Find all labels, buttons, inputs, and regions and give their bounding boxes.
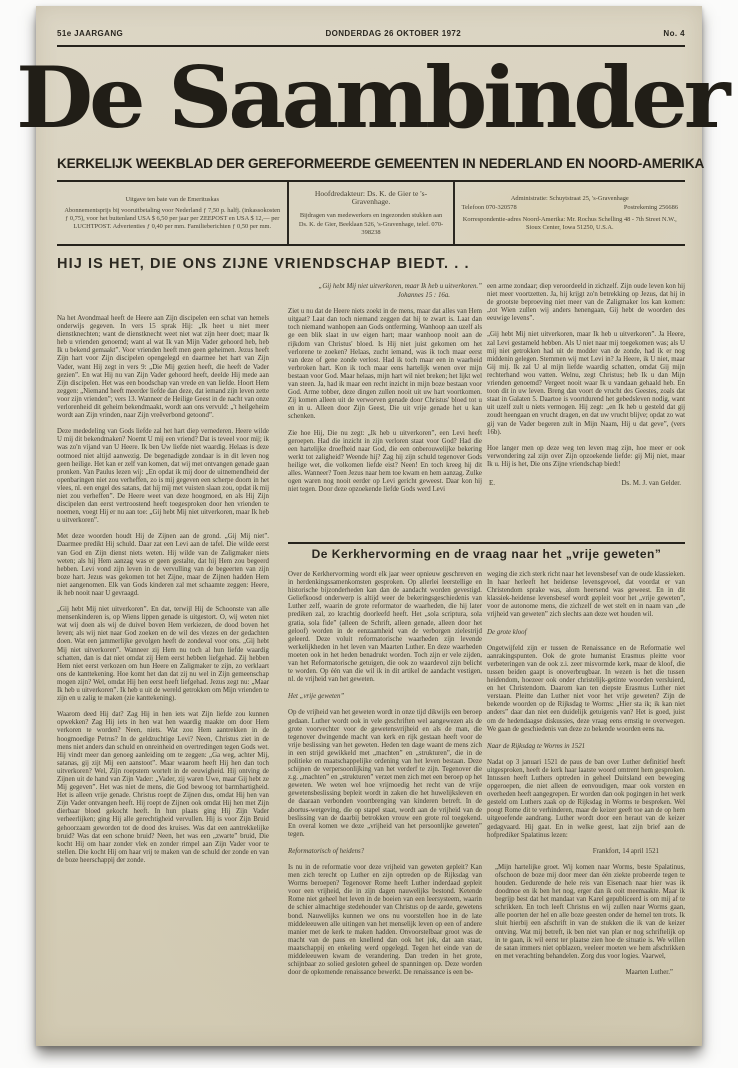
article-paragraph: Frankfort, 14 april 1521	[592, 847, 659, 855]
volume-label: 51e JAARGANG	[57, 29, 124, 38]
article-paragraph: Deze mededeling van Gods liefde zal het hart diep vernederen. Heere wilde U mij dit bekendmaken? Noemt U mij een vriend? Dat is teveel voor mij; ik was zo'n vijand van U Heere. Ik ben Uw liefde niet waardig. Helaas is deze ootmoed niet altijd aanwezig. De begenadigde zondaar is in dit leven nog geen heilige. Het kan er zelf van komen, dat wij met ontvangen genade gaan pronken. Van Paulus lezen wij: „En opdat ik mij door de uitnemendheid der openbaringen niet zou verheffen, zo is mij gegeven een scherpe doorn in het vlees, nl. een engel des satans, dat hij mij met vuisten slaan zou, opdat ik mij niet zou verheffen”. De Heere weet van deze hoogmoed, en als Hij Zijn discipelen dan eerst vertroostend heeft toegesproken door hen vrienden te noemen, voegt Hij er nu aan toe: „Gij hebt Mij niet uitverkoren, maar Ik heb u uitverkoren”.	[57, 428, 269, 525]
colophon-editor	[287, 182, 454, 244]
colophon-america-address: Korrespondentie-adres Noord-Amerika: Mr. Rochus Schelling 48 - 7th Street N.W., Sioux Center, Iowa 51250, U.S.A.	[462, 215, 677, 231]
article1-column-2	[288, 283, 482, 502]
article-paragraph: „Gij hebt Mij niet uitverkoren, maar Ik heb u uitverkoren”. Ja Heere, zal Levi gestameld hebben. Als U niet naar mij toegekomen was; als U mij niet getrokken had uit de modder van de zonde, had ik er nog middenin gelegen. Stemmen wij met Levi in? Ja Heere, ik U niet, maar Gij mij. Ik zal U al mijn liefde waardig schatten, omdat Gij mijn rechterhand wou vatten. Welnu, zegt Christus; heb Ik u dan Mijn vrienden genoemd? Vergeet nooit waar Ik u vandaan gehaald heb. En toon dit in uw leven. Breng dan voort de vrucht des Geestes, zoals dat staat in Galaten 5. Daartoe is voortdurend het gebedsleven nodig, want uit uzelf zult u niets vermogen. Hij zegt: „en Ik heb u gesteld dat gij zoudt heengaan en vrucht dragen, en dat uw vrucht blijve; opdat zo wat gij van de Vader begeren zult in Mijn Naam, Hij u dat geve”, (vers 16b).	[487, 331, 685, 436]
article-paragraph: Maarten Luther.”	[625, 968, 673, 976]
colophon-giro: Postrekening 256686	[623, 204, 679, 212]
article-paragraph: Nadat op 3 januari 1521 de paus de ban over Luther definitief heeft uitgesproken, heeft de kerk haar laatste woord omtrent hem gesproken. Intussen heeft Luthers optreden in geheel Duitsland een beweging opgeroepen, die niet alleen de eenvoudigen, maar ook vorsten en overheden heeft aangegrepen. Er worden dan ook pogingen in het werk gesteld om Luthers zaak op de Rijksdag in Worms te bespreken. Wel poogt Rome dit te verhinderen, maar de keizer geeft toe aan de op hem uitgeoefende aandrang. Luther wordt door een heraut van de keizer gedagvaard. Hij gaat. En in welke geest, laat zijn brief aan de hofprediker Spalatinus lezen:	[487, 758, 685, 839]
scripture-epigraph	[288, 283, 482, 300]
article-subheading: Reformatorisch of heidens?	[288, 847, 365, 855]
newspaper-title: De Saambinder	[16, 48, 727, 147]
article-paragraph: Met deze woorden houdt Hij de Zijnen aan de grond. „Gij Mij niet”. Daarmee predikt Hij schuld. Daar zat een Levi aan de tafel. Die wilde eerst van God en Zijn dienst niets weten. Hij wilde van de Zaligmaker niets weten; als hij Hem aanzag was er geen gestalte, dat hij Hem zou begeerd hebben. Levi vond zijn leven in de vervulling van de begeerten van zijn boze hart. Jezus was gekomen tot het Zijne, maar de Zijnen hadden Hem niet aangenomen. Elk van Gods kinderen zal met schaamte zeggen: Heere, ik heb nooit naar U gevraagd.	[57, 533, 269, 597]
article1-headline: HIJ IS HET, DIE ONS ZIJNE VRIENDSCHAP BIEDT. . .	[57, 256, 470, 272]
article-paragraph: Zie hoe Hij, Die nu zegt: „Ik heb u uitverkoren”, een Levi heeft geroepen. Had die inzicht in zijn verloren staat voor God? Had die een hartelijke droefheid naar God, die een onberouwelijke bekering werkt tot zaligheid? Weende hij? Zag hij zijn schuld tegenover Gods heilige wet, die volkomen liefde eist? Neen! En toch kreeg hij dit alles. Wanneer? Toen Jezus naar hem toe kwam en hem aanzag. Zulke ogen waren nog nooit eerder op Levi gericht geweest. Daar kon hij niet tegen. Door deze opzoekende liefde Gods werd Levi	[288, 429, 482, 494]
article-paragraph: Waarom deed Hij dat? Zag Hij in hen iets wat Zijn liefde zou kunnen opwekken? Zag Hij iets in hen wat hen waardig maakte om door Hem verkoren te worden? Neen, niets. Wat zou Hem aantrekken in de hoogmoedige Petrus? In de geldzuchtige Levi? Neen, Christus ziet in de mens niet anders dan schuld en onreinheid en overtredingen tegen Gods wet. Hij vindt meer dan genoeg aanleiding om te zeggen: „Ga weg, achter Mij, satanas, gij zijt Mij een aanstoot”. Maar waarom heeft Hij hen dan toch uitverkoren? Wel, Zijn roepstem wortelt in de eeuwigheid. Hij ontving de Zijnen uit de hand van Zijn Vader: „Vader, zij waren Uwe, maar Gij hebt ze Mij gegeven”. Het was niet de mens, die God bewoog tot barmhartigheid. Het is alleen vrije genade. Christus roept de Zijnen dus, omdat Hij hen van Zijn Vader ontvangen heeft. Hij roept de Zijnen ook omdat Hij hen met Zijn dierbaar bloed gekocht heeft. In hun plaats ging Hij Zijn Vader verheerlijken; ging Hij alle gerechtigheid vervullen. Hij is voor Zijn Bruid gehoorzaam geworden tot de dood des kruises. Was dat een aantrekkelijke bruid? Was dat een schone bruid? Neen, het was een „zwarte” bruid, Die kocht Hij om haar zonder vlek en zonder rimpel aan Zijn Vader voor te stellen. Die kocht Hij om haar vrij te maken van de schuld der zonde en van de boze heerschappij der zonde.	[57, 711, 269, 864]
article1-signature-row	[487, 477, 685, 487]
article2-column-right	[487, 571, 685, 977]
epigraph-reference: Johannes 15 : 16a.	[397, 292, 450, 300]
article-paragraph: Op de vrijheid van het geweten wordt in onze tijd dikwijls een beroep gedaan. Luther wordt ook in vele geschriften wel aangewezen als de grote voorvechter voor de gewetensvrijheid en als de man, die tegenover dwingende macht van kerk en rijk gestaan heeft voor de vrije beslissing van het geweten. Heden ten dage waant de mens zich in een strijd gewikkeld met „machten” en „strukturen”, die in de politieke en maatschappelijke ordening van het leven bestaan. Deze schijnen de verpersoonlijking van het verderf te zijn. Tegenover die z.g. „machten” en „strukturen” verzet men zich met een beroep op het geweten. We weten wel hoe vrijmoedig het recht van de vrije gewetensbeslissing bepleit wordt in zaken die het huwelijksleven en de daaraan verbonden voortbrenging van kinderen betreft. In de abortus-wetgeving, die op stapel staat, wordt aan de vrijheid van de beslissing van de daarbij betrokken vrouw een grote rol toegekend. En overal komen we deze „vrijheid van het persoonlijke geweten” tegen.	[288, 709, 482, 838]
article-paragraph: Ongetwijfeld zijn er tussen de Renaissance en de Reformatie wel aanrakingspunten. Ook de grote humanist Erasmus pleitte voor verbeteringen van de ook z.i. zeer misvormde kerk, maar de kloof, die tussen beiden gaapt is onoverbrugbaar. In wezen is het die tussen heidendom, hoezeer ook onder christelijk-getinte woorden versluierd, en het Christendom. Daarom kan ten diepste Erasmus Luther niet verstaan. Pleitte dan Luther niet voor het vrije geweten? Zijn de bekende woorden op de Rijksdag te Worms: „Hier sta ik; ik kan niet anders” daar dan niet een duidelijk getuigenis van? Het is goed, juist om de hedendaagse diskussies, deze vraag eens ernstig te overwegen. We gaan de geschiedenis van deze zo bekende woorden eens na.	[487, 644, 685, 733]
colophon-chief-editor: Hoofdredakteur: Ds. K. de Gier te 's-Gravenhage.	[314, 188, 428, 207]
colophon-bar	[57, 180, 685, 246]
article1-column-1	[57, 315, 269, 873]
article1-column-2-text	[288, 308, 482, 494]
epigraph-verse: „Gij hebt Mij niet uitverkoren, maar Ik heb u uitverkoren.”	[318, 283, 482, 290]
colophon-contributions: Bijdragen van medewerkers en ingezonden stukken aan Ds. K. de Gier, Beeklaan 526, 's-Gravenhage, telef. 070-398238	[298, 212, 444, 236]
article-paragraph: „Gij hebt Mij niet uitverkoren”. En dat, terwijl Hij de Schoonste van alle mensenkinderen is, op Wiens lippen genade is uitgestort. O, wij weten niet wat wij doen als wij de duivel boven Hem verkiezen, de dood boven het leven; als wij niet naar God zoeken en de wil des vlezes en der gedachten doen. Wat een jammerlijke gevolgen heeft de zondeval voor ons. „Gij hebt Mij niet uitverkoren”. Wanneer zij Hem nu toch al hun liefde waardig schatten, dan is dat niet omdat zij Hem eerst hebben liefgehad. Zij hebben Hem niet eerst verkozen om hun Heere en Zaligmaker te zijn, zo verklaart ons de kanttekening. Hoe komt het dan dat zij nu wel in Zijn gemeenschap mogen zijn? Wel, omdat Hij hen eerst heeft liefgehad. Jezus zegt nu: „Maar Ik heb u uitverkoren”. Ik heb u uit de wereld getrokken om Mijn vrienden te zijn en u zalig te maken (zie kanttekening).	[57, 606, 269, 703]
article-paragraph: weging die zich sterk richt naar het levensbesef van de oude klassieken. In haar herleeft het heidense levensgevoel, dat voordat er van Christendom sprake was, alom heersend was geweest. En in dit klassiek-heidense levensbesef wordt gepleit voor het „vrije geweten”, voor de autonome mens, die zichzelf de wet stelt en in naam van „de vrijheid van geweten” zich slechts aan deze wet houden wil.	[487, 571, 685, 619]
article-subheading: De grote kloof	[487, 628, 527, 636]
article2-divider-rule	[288, 542, 685, 544]
colophon-subscription-rates: Abonnementsprijs bij vooruitbetaling voor Nederland ƒ 7,50 p. halfj. (inkassokosten ƒ 0,75), voor het buitenland USA $ 6,50 per jaar per ZEEPOST en USA $ 12,— per LUCHTPOST. Advertenties ƒ 0,40 per mm. Familieberichten ƒ 0,50 per mm.	[64, 206, 281, 231]
newspaper-page	[16, 6, 727, 1046]
newspaper-subtitle: KERKELIJK WEEKBLAD DER GEREFORMEERDE GEMEENTEN IN NEDERLAND EN NOORD-AMERIKA	[57, 156, 705, 171]
article-paragraph: Over de Kerkhervorming wordt elk jaar weer opnieuw geschreven en in herdenkingssamenkomsten gesproken. Op allerlei leerstellige en historische bijzonderheden kan dan de aandacht worden gevestigd. Geliefkoosd onderwerp is altijd weer de bekeringsgeschiedenis van Luther zelf, waarin de grote reformator de waarheden, die hij later prediken zal, zo krachtig doorleefd heeft. Het „sola scriptura, sola gratia, sola fide” (alleen de Schrift, alleen genade, alleen door het geloof) worden in de eenzaamheid van de verborgen zielestrijd geleerd. Deze voluit reformatorische waarheden zijn levende werkelijkheden in het leven van Maarten Luther. En deze waarheden moeten ook in het heden benadrukt worden. Toch zijn er vele zijden, van het Reformatorische getuigen, die ook zo waardevol zijn belicht te worden. Op één van die wil ik in dit artikel de aandacht vestigen, nl. de vrijheid van het geweten.	[288, 571, 482, 684]
top-header-row	[57, 29, 685, 38]
colophon-subscription	[57, 182, 287, 244]
article-paragraph: Ziet u nu dat de Heere niets zoekt in de mens, maar dat alles van Hem uitgaat? Laat dan toch niemand zeggen dat hij te zwart is. Laat dan toch niemand wanhopen aan Gods ontferming. Wanhoop aan uzelf als ge een blik slaat in uw eigen hart; maar wanhoop nooit aan de rijkdom van Christus' bloed. Is Hij niet juist gekomen om het verlorene te zoeken? Helaas, zucht iemand, was ik toch maar eerst van deze of gene zonde verlost. Had ik toch maar een in waarheid verbroken hart. Kon ik toch maar eens hartelijk wenen over mijn bestaan voor God. Maar helaas, mijn hart wil niet breken; het lijkt wel van steen. Ja, had ik maar een recht inzicht in mijn boze bestaan voor God. Arme tobber, deze dingen zullen nooit uit uw hart voortkomen. Zij komen alleen uit de verworven genade door Christus' bloed tot u en in u. Alleen door Zijn Geest, Die uit vrije genade het u kan schenken.	[288, 308, 482, 421]
colophon-administration	[455, 182, 685, 244]
article1-signature-initial: E.	[489, 478, 496, 487]
issue-date: DONDERDAG 26 OKTOBER 1972	[325, 29, 462, 38]
article2-headline: De Kerkhervorming en de vraag naar het „vrije geweten”	[311, 547, 662, 561]
colophon-phone: Telefoon 070-320578	[461, 204, 517, 212]
colophon-publisher-line: Uitgave ten bate van de Emerituskas	[125, 195, 219, 203]
article2-column-left	[288, 571, 482, 985]
article-subheading: Naar de Rijksdag te Worms in 1521	[487, 742, 586, 750]
article-subheading: Het „vrije geweten”	[288, 693, 345, 701]
article1-author: Ds. M. J. van Gelder.	[621, 478, 681, 487]
article1-column-3	[487, 283, 685, 487]
article-paragraph: Na het Avondmaal heeft de Heere aan Zijn discipelen een schat van hemels onderwijs gegeven. In vers 15 sprak Hij: „Ik heet u niet meer dienstknechten; want de dienstknecht weet niet wat zijn heer doet; maar Ik heb u vrienden genoemd; want al wat Ik van Mijn Vader gehoord heb, heb Ik u bekend gemaakt”. Voor vrienden heeft men geen geheimen. Jezus heeft Zijn hart voor Zijn discipelen opengelegd en daarmee het hart van Zijn Vader, want Hij zegt in vers 9: „Die Mij gezien heeft, die heeft de Vader gezien”. En wat Hij nu van Zijn Vader gehoord heeft, deelde Hij mede aan Zijn discipelen. Het was een boodschap van vrede en van liefde. Hoort Hem zeggen: „Niemand heeft meerder liefde dan deze, dat iemand zijn leven zette voor zijn vrienden”; vers 13. Wanneer de Heilige Geest in de nacht van onze verlorenheid dit geheim bekendmaakt, wordt aan ons vervuld: „'t heilgeheim wordt aan Zijn vrinden, naar Zijn vreêverbond getoond”.	[57, 315, 269, 420]
article-paragraph: Is nu in de reformatie voor deze vrijheid van geweten gepleit? Kan men zich terecht op Luther en zijn optreden op de Rijksdag van Worms beroepen? Tegenover Rome heeft Luther inderdaad gepleit voor een vrijheid, die in zijn dagen nauwelijks bestond. Ketende Rome niet geheel het leven in de boeien van een leersysteem, waarin de schier almachtige stedehouder van Christus op de aarde, gewetens bond. Nauwelijks kunnen we ons nu voorstellen hoe in de late middeleeuwen alle uitingen van het menselijk leven op een of andere manier met de kerk te maken hadden. Onvoorstelbaar groot was de macht van de paus en knellend dan ook het juk, dat aan staat, maatschappij en enkeling werd opgelegd. Tegen het einde van de middeleeuwen kwam de verandering. Dan treden in het grote, schijnbaar zo solied gesloten geheel de spanningen op. Deze worden door de opkomende renaissance bewerkt. De renaissance is een be-	[288, 864, 482, 977]
colophon-contact-row	[462, 204, 678, 212]
article-paragraph: Hoe langer men op deze weg ten leven mag zijn, hoe meer er ook verwondering zal zijn over Zijn opzoekende liefde: gij Mij niet, maar Ik u. Hij is het, Die ons Zijne vriendschap biedt!	[487, 444, 685, 468]
article-paragraph: „Mijn hartelijke groet. Wij komen naar Worms, beste Spalatinus, ofschoon de boze mij door meer dan één ziekte probeerde tegen te houden. Gedurende de hele reis van Eisenach naar hier was ik doodmoe en ik ben het nog, erger dan ik ooit meemaakte. Maar ik begrijp best dat het mandaat van Karel gepubliceerd is om mij af te schrikken. En toch leeft Christus en wij zullen naar Worms gaan, alle poorten der hel en alle boze geesten onder de hemel ten trots. Ik sluit hierbij een afschrift in van de stukken die ik van de keizer ontving. Wat mij betreft, ik ben niet van plan er nog schriftelijk op in te gaan, ik wil eerst ter plaatse zien hoe de situatie is. We willen de satan immers niet opblazen, veeleer moeten we hem afschrikken en met verachting behandelen. Zorg dus voor logies. Vaarwel,	[495, 863, 685, 960]
issue-number: No. 4	[663, 29, 685, 38]
article1-column-3-text	[487, 283, 685, 469]
article-paragraph: een arme zondaar; diep veroordeeld in zichzelf. Zijn oude leven kon hij niet meer voortzetten. Ja, hij krijgt zo'n betrekking op Jezus, dat hij in de grootste beproeving niet meer van de Zaligmaker los kan komen: „tot Wien zullen wij anders henengaan, Gij hebt de woorden des eeuwige levens”.	[487, 283, 685, 323]
colophon-admin-address: Administratie: Schuytstraat 25, 's-Gravenhage	[510, 195, 629, 203]
